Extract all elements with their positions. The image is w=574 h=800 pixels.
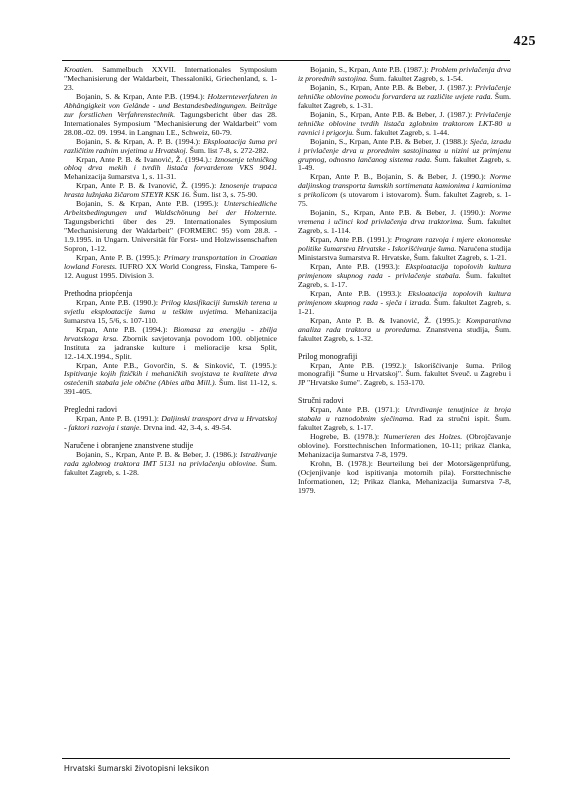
entry-title: Ispitivanje kojih fizičkih i mehaničkih svojstava te kvalitete drva ostećenih stabala jele obične (Abies alba Mill.). bbox=[64, 369, 277, 388]
entry-title: Primary transportation in Croatian lowland Forests. bbox=[64, 253, 277, 271]
entry-text: Krpan, Ante P.B. (1971.): bbox=[310, 405, 406, 415]
bibliography-entry bbox=[298, 263, 511, 290]
entry-text: Mehanizacija šumarstva 1, s. 11-31. bbox=[64, 172, 177, 182]
entry-text: Tagungsberichti über des 29. Internationales Symposium "Mechanisierung der Waldarbeit" (FORMERC 95) vom 28.8. - 1.9.1995. in Ungarn. Universität für Forst- und Holzwissenschaften Sopron, 1-12. bbox=[64, 217, 277, 254]
entry-text: Šum. fakultet Zagreb, s. 1-44. bbox=[354, 127, 450, 137]
bibliography-entry bbox=[298, 460, 511, 496]
entry-title: Istraživanje rada zglobnog traktora IMT 5131 na privlačenju oblovine. bbox=[64, 450, 277, 469]
entry-title: Privlačenje tehničke oblovine tvrdih listača zglobnim traktorom LKT-80 u ravnici i prigorju. bbox=[298, 109, 511, 137]
entry-title: Unterschiedliche Arbeitsbedingungen und Waldschönung bei der Holzernte. bbox=[64, 199, 277, 218]
bibliography-entry bbox=[298, 173, 511, 209]
section-heading: Prethodna priopćenja bbox=[64, 288, 133, 298]
entry-text: Šum. fakultet Zagreb, s. 1-17. bbox=[298, 270, 511, 289]
entry-text: Krpan, Ante P.B. (1993.): bbox=[310, 261, 406, 271]
entry-text: Šum. fakultet Zagreb, s. 1-31. bbox=[298, 91, 511, 110]
entry-text: Tagungsbericht über das 28. Internationales Symposium "Mechanisierung der Waldarbeit" vom 28.08.-02. 09. 1994. in Langnau I.E., Schweiz, 60-79. bbox=[64, 109, 277, 137]
bibliography-entry bbox=[298, 138, 511, 174]
bibliography-entry bbox=[298, 433, 511, 460]
bibliography-entry bbox=[64, 93, 277, 138]
entry-title: Komparativna analiza rada traktora u proredama. bbox=[298, 315, 511, 334]
entry-title: Norme daljinskog transporta šumskih sortimenata kamionima i kamionima s prikolicom bbox=[298, 172, 511, 200]
entry-text: Šum. fakultet Zagreb, s. 1-49. bbox=[298, 154, 511, 173]
entry-text: Krpan, Ante P. B. & Ivanović, Ž. (1994.).: bbox=[76, 154, 215, 164]
entry-text: IUFRO XX World Congress, Finska, Tampere 6-12. August 1995. Division 3. bbox=[64, 261, 277, 280]
entry-text: Bojanin, S. & Krpan, Ante P.B. (1995.): bbox=[76, 199, 224, 209]
entry-text: Krohn, B. (1978.): Beurteilung bei der Motorsägenprüfung, (Ocjenjivanje kod ispitivanja motornih pila). Forsttechnische Informationen, 12; Prikaz članka, Mehanizacija šumarstva 7-8, 1979. bbox=[298, 459, 511, 495]
entry-title: Eksloatacija topolovih kultura primjenom skupnog rada - sječa i izrada. bbox=[298, 288, 511, 307]
footer-title: Hrvatski šumarski životopisni leksikon bbox=[64, 764, 210, 773]
section-heading: Pregledni radovi bbox=[64, 405, 118, 415]
entry-text: Krpan, Ante P.B. (1991.): bbox=[310, 235, 395, 245]
entry-text: Krpan, Ante P. B. & Ivanović, Ž. (1995.): bbox=[76, 181, 220, 191]
bibliography-entry bbox=[298, 236, 511, 263]
entry-text: Krpan, Ante P. B., Bojanin, S. & Beber, J. (1990.): bbox=[310, 172, 490, 182]
entry-title: Program razvoja i mjere ekonomske politike šumarstva Hrvatske - Iskorišćivanje šuma. bbox=[298, 235, 511, 254]
entry-title: Daljinski transport drva u Hrvatskoj - faktori razvoja i stanje. bbox=[64, 414, 277, 433]
entry-text: Hogrebe, B. (1978.): bbox=[310, 432, 384, 442]
bibliography-entry bbox=[64, 200, 277, 254]
left-column bbox=[64, 66, 277, 478]
entry-text: Drvna ind. 42, 3-4, s. 49-54. bbox=[141, 423, 232, 433]
entry-title: Eksploatacija šuma pri različitim radnim uvjetima u Hrvatskoj. bbox=[64, 136, 278, 155]
bibliography-entry bbox=[64, 299, 277, 326]
entry-text: Krpan, Ante P. B. (1995.): bbox=[76, 253, 164, 263]
bibliography-entry bbox=[64, 182, 277, 200]
page-number: 425 bbox=[513, 34, 536, 49]
entry-text: Znanstvena studija, Šum. fakultet Zagreb, s. 1-32. bbox=[298, 324, 511, 343]
entry-text: (Obrojčavanje oblovine). Forsttechnischen Informationen, 10-11; prikaz članka, Mehanizacija šumarstva 7-8, 1979. bbox=[298, 432, 511, 460]
bibliography-entry bbox=[298, 111, 511, 138]
entry-text: Krpan, Ante P.B. (1994.): bbox=[76, 324, 174, 334]
right-column bbox=[298, 66, 511, 496]
entry-text: Krpan, Ante P.B., Govorčin, S. & Sinković, T. (1995.): bbox=[76, 360, 277, 370]
entry-title: Problem privlačenja drva iz proredníh sastojina. bbox=[298, 65, 512, 83]
bibliography-entry bbox=[298, 406, 511, 433]
entry-title: Eksploatacija topolovih kultura primjenom skupnog rada - privlačenje stabala. bbox=[298, 261, 511, 280]
entry-title: Privlačenje tehničke oblovine pomoću forvardera uz različite uvjete rada. bbox=[298, 82, 511, 101]
entry-text: Bojanin, S. & Krpan, A. P. B. (1994.): bbox=[76, 136, 204, 146]
entry-text: Šum. fakultet Zagreb, s. 1-54. bbox=[367, 73, 463, 83]
entry-text: Bojanin, S., Krpan, Ante P.B. & Beber, J. (1990.): bbox=[310, 208, 490, 218]
entry-title: Biomasa za energiju - zbilja hrvatskoga krsa. bbox=[64, 324, 277, 343]
entry-text: Krpan, Ante P. B. (1991.): bbox=[76, 414, 162, 424]
bibliography-entry bbox=[298, 317, 511, 344]
entry-text: Bojanin, S., Krpan, Ante P.B. (1987.): bbox=[310, 65, 431, 74]
entry-text: Šum. list 11-12, s. 391-405. bbox=[64, 378, 277, 397]
entry-text: Narućena studija Ministarstva šumarstva R. Hrvatske, Šum. fakultet Zagreb, s. 1-21. bbox=[298, 244, 512, 263]
entry-text: Bojanin, S., Krpan, Ante P.B. & Beber, J. (1987.): bbox=[310, 82, 476, 92]
bibliography-entry bbox=[64, 156, 277, 183]
entry-text: Šum. list 7-8, s. 272-282. bbox=[187, 145, 269, 155]
entry-text: Krpan, Ante P.B. (1990.): bbox=[76, 297, 161, 307]
entry-text: Zbornik savjetovanja povodom 100. obljetnice Instituta za jadranske kulture i melioracije krsa Split, 12.-14.X.1994., Split. bbox=[64, 333, 277, 361]
bibliography-entry bbox=[64, 362, 277, 398]
entry-title: Kroatien. bbox=[64, 65, 94, 74]
bibliography-entry bbox=[298, 290, 511, 317]
entry-title: Numerieren des Holzes. bbox=[383, 432, 463, 442]
entry-text: Bojanin, S., Krpan, Ante P.B. & Beber, J. (1987.): bbox=[310, 109, 476, 119]
bibliography-entry bbox=[298, 362, 511, 389]
entry-title: Holzernteverfahren in Abhängigkeit von Gelände - und Bestandesbedingungen. Beiträge zur forstlichen Verfahrenstechnik. bbox=[64, 91, 277, 119]
bibliography-entry bbox=[64, 326, 277, 362]
section-heading: Prilog monografiji bbox=[298, 351, 358, 361]
bibliography-entry bbox=[298, 84, 511, 111]
bibliography-entry bbox=[64, 254, 277, 281]
section-heading: Naručene i obranjene znanstvene studije bbox=[64, 441, 194, 451]
entry-title: Iznosenje trupaca hrasta lužnjaka žičarom STEYR KSK 16. bbox=[64, 181, 278, 200]
bibliography-entry bbox=[64, 138, 277, 156]
entry-text: Krpan, Ante P. B. & Ivanović, Ž. (1995.): bbox=[310, 315, 466, 325]
bibliography-entry bbox=[64, 66, 277, 93]
bibliography-entry bbox=[298, 66, 511, 84]
section-heading: Stručni radovi bbox=[298, 396, 344, 406]
entry-title: Prilog klasifikaciji šumskih terena u svjetlu eksploatacije šuma u teškim uvjetima. bbox=[64, 297, 277, 316]
entry-title: Utvrđivanje tenutjnice iz broja stabala u raznodobnim sječinama. bbox=[298, 405, 511, 424]
bibliography-entry bbox=[64, 415, 277, 433]
entry-text: Sammelbuch XXVII. Internationales Symposium "Mechanisierung der Waldarbeit, Thessaloniki, Griechenland, s. 1-23. bbox=[64, 65, 277, 92]
entry-text: Mehanizacija šumarstva 15, 5/6, s. 107-110. bbox=[64, 306, 277, 325]
entry-text: Šum. list 3, s. 75-90. bbox=[191, 190, 258, 200]
entry-text: Bojanin, S., Krpan, Ante P.B. & Beber, J. (1988.): bbox=[310, 136, 470, 146]
entry-title: Sjeća, izradu i privlačenje drva u prorednim sastojinama u nizini uz primjenu grupnog, odnosno lančanog sistema rada. bbox=[298, 136, 511, 164]
entry-text: (s utovarom i istovarom). Šum. fakultet Zagreb, s. 1-75. bbox=[298, 190, 511, 209]
entry-text: Šum. fakultet Zagreb, s. 1-28. bbox=[64, 459, 277, 478]
entry-text: Bojanin, S., Krpan, Ante P. B. & Beber, J. (1986.): bbox=[76, 450, 241, 460]
entry-text: Šum. fakultet Zagreb, s. 1-114. bbox=[298, 217, 511, 236]
entry-text: Rad za stručni ispit. Šum. fakultet Zagreb, s. 1-17. bbox=[298, 414, 511, 433]
entry-text: Bojanin, S. & Krpan, Ante P.B. (1994.): bbox=[76, 91, 208, 101]
bibliography-entry bbox=[298, 209, 511, 236]
bibliography-entry bbox=[64, 451, 277, 478]
header-rule bbox=[62, 60, 510, 61]
entry-title: Iznosenje tehničkog obloq drva mekih i tvrdih listača forvarderom VKS 9041. bbox=[64, 154, 277, 173]
entry-text: Krpan, Ante P.B. (1992.): Iskorišćivanje šuma. Prilog monografiji "Šume u Hrvatskoj". Šum. fakultet Sveuč. u Zagrebu i JP "Hrvatske šume". Zagreb, s. 153-170. bbox=[298, 360, 511, 388]
entry-text: Šum. fakultet Zagreb, s. 1-21. bbox=[298, 297, 511, 316]
entry-title: Norme vremena i učinci kod privlačenja drva traktorima. bbox=[298, 208, 511, 227]
entry-text: Krpan, Ante P.B. (1993.): bbox=[310, 288, 408, 298]
footer-rule bbox=[62, 758, 510, 759]
